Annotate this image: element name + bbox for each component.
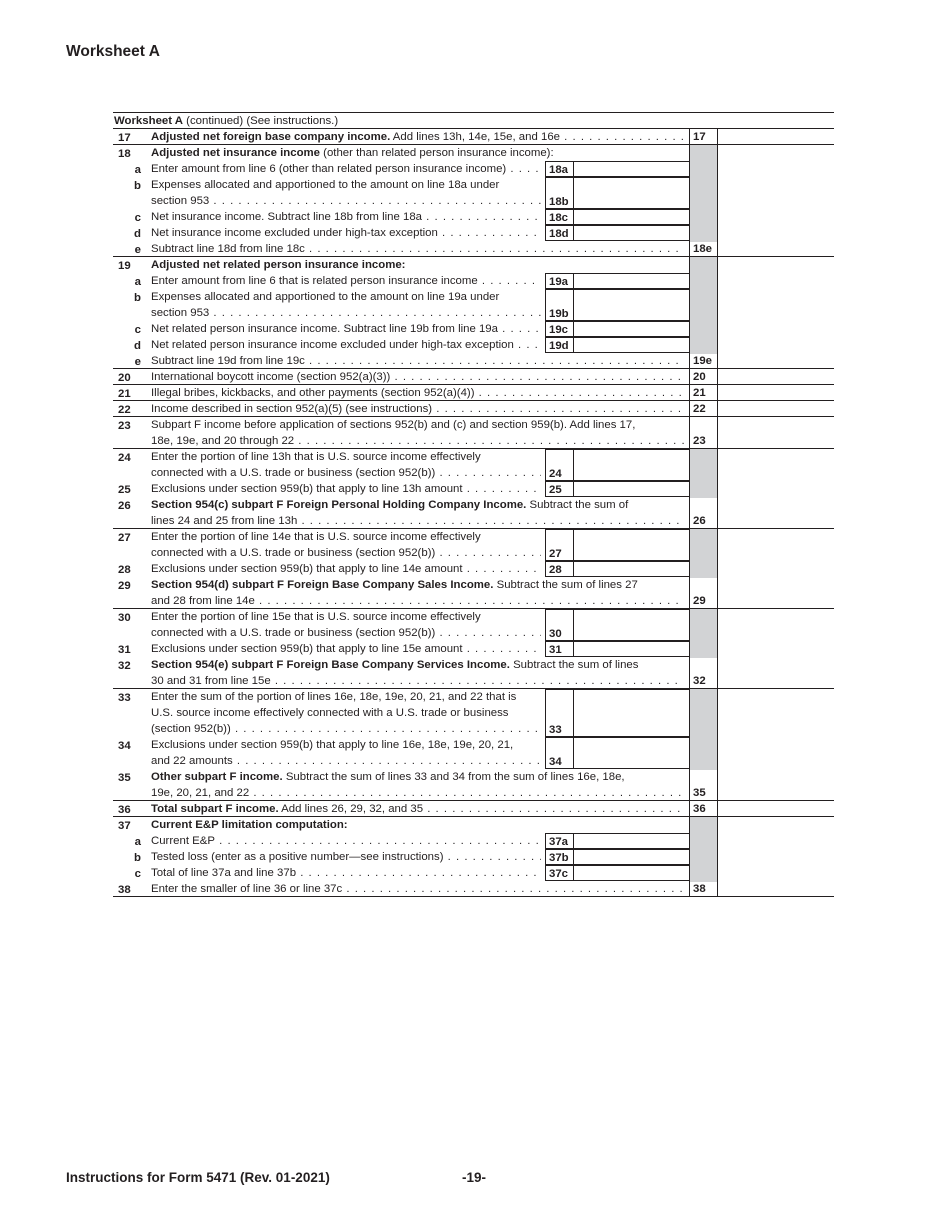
line-18 bbox=[113, 145, 834, 161]
line-24 bbox=[113, 449, 834, 481]
line-letter: d bbox=[134, 340, 141, 352]
line-label: Subtract line 18d from line 18c bbox=[151, 243, 305, 255]
line-letter: c bbox=[134, 212, 141, 224]
shaded-column bbox=[689, 177, 718, 210]
line-amount-field[interactable] bbox=[718, 129, 834, 145]
line-box-label: 18e bbox=[689, 241, 718, 257]
line-36 bbox=[113, 801, 834, 817]
line-label: Current E&P bbox=[151, 835, 215, 847]
line-26 bbox=[113, 497, 834, 529]
line-amount-field[interactable] bbox=[574, 161, 689, 177]
line-amount-field[interactable] bbox=[718, 577, 834, 609]
line-19 bbox=[113, 257, 834, 273]
line-box-label: 31 bbox=[545, 641, 574, 657]
line-27 bbox=[113, 529, 834, 561]
line-number: 27 bbox=[118, 532, 131, 544]
line-letter: b bbox=[134, 292, 141, 304]
line-number: 30 bbox=[118, 612, 131, 624]
line-label-2: connected with a U.S. trade or business (section 952(b)) bbox=[151, 466, 436, 479]
line-label: Add lines 26, 29, 32, and 35 bbox=[278, 803, 424, 815]
line-amount-field[interactable] bbox=[718, 497, 834, 529]
line-label-1: Enter the portion of line 13h that is U.S. source income effectively bbox=[151, 451, 481, 463]
line-box-label: 24 bbox=[545, 449, 574, 481]
line-label-1: Subpart F income before application of sections 952(b) and (c) and section 959(b). Add lines 17, bbox=[151, 419, 636, 431]
line-label-2: section 953 bbox=[151, 306, 210, 319]
line-number: 24 bbox=[118, 452, 131, 464]
line-amount-field[interactable] bbox=[574, 849, 689, 865]
line-30 bbox=[113, 609, 834, 641]
line-amount-field[interactable] bbox=[574, 689, 689, 737]
line-label-1: Enter the portion of line 15e that is U.S. source income effectively bbox=[151, 611, 481, 623]
line-number: 33 bbox=[118, 692, 131, 704]
line-amount-field[interactable] bbox=[574, 273, 689, 289]
line-label-bold: Adjusted net insurance income bbox=[151, 147, 320, 159]
line-letter: b bbox=[134, 852, 141, 864]
line-letter: e bbox=[134, 244, 141, 256]
line-box-label: 32 bbox=[689, 657, 718, 689]
line-label-1: Exclusions under section 959(b) that apply to line 16e, 18e, 19e, 20, 21, bbox=[151, 739, 514, 751]
line-label: Exclusions under section 959(b) that apply to line 14e amount bbox=[151, 563, 463, 575]
shaded-column bbox=[689, 145, 718, 162]
line-box-label: 20 bbox=[689, 369, 718, 385]
line-label-2: and 28 from line 14e bbox=[151, 594, 255, 607]
line-label: Subtract line 19d from line 19c bbox=[151, 355, 305, 367]
line-label-bold: Adjusted net foreign base company income. bbox=[151, 131, 391, 143]
line-label-2: U.S. source income effectively connected with a U.S. trade or business bbox=[151, 706, 509, 719]
line-box-label: 19e bbox=[689, 353, 718, 369]
line-19b bbox=[113, 289, 834, 321]
line-box-label: 29 bbox=[689, 577, 718, 609]
line-37b bbox=[113, 849, 834, 865]
shaded-column bbox=[689, 449, 718, 482]
line-label-3: (section 952(b)) bbox=[151, 722, 231, 735]
line-box-label: 25 bbox=[545, 481, 574, 497]
line-amount-field[interactable] bbox=[718, 385, 834, 401]
line-number: 35 bbox=[118, 772, 131, 784]
line-amount-field[interactable] bbox=[574, 865, 689, 881]
line-37 bbox=[113, 817, 834, 833]
line-19d bbox=[113, 337, 834, 353]
line-34 bbox=[113, 737, 834, 769]
line-33 bbox=[113, 689, 834, 737]
line-label: Net insurance income excluded under high-tax exception bbox=[151, 227, 438, 239]
line-31 bbox=[113, 641, 834, 657]
line-amount-field[interactable] bbox=[574, 481, 689, 497]
line-number: 32 bbox=[118, 660, 131, 672]
line-label-2: connected with a U.S. trade or business (section 952(b)) bbox=[151, 626, 436, 639]
line-label-1: Subtract the sum of lines bbox=[509, 659, 639, 671]
line-box-label: 38 bbox=[689, 881, 718, 897]
line-label-2: 30 and 31 from line 15e bbox=[151, 674, 271, 687]
line-label-bold: Total subpart F income. bbox=[151, 803, 279, 815]
line-number: 22 bbox=[118, 404, 131, 416]
line-label-2: 19e, 20, 21, and 22 bbox=[151, 786, 250, 799]
line-box-label: 19c bbox=[545, 321, 574, 337]
line-label: Tested loss (enter as a positive number—see instructions) bbox=[151, 851, 444, 863]
line-box-label: 33 bbox=[545, 689, 574, 737]
line-label-bold: Section 954(d) subpart F Foreign Base Company Sales Income. bbox=[151, 579, 494, 591]
line-label: Add lines 13h, 14e, 15e, and 16e bbox=[390, 131, 560, 143]
line-box-label: 19a bbox=[545, 273, 574, 289]
line-amount-field[interactable] bbox=[574, 337, 689, 353]
line-29 bbox=[113, 577, 834, 609]
line-17 bbox=[113, 129, 834, 145]
line-22 bbox=[113, 401, 834, 417]
line-28 bbox=[113, 561, 834, 577]
line-amount-field[interactable] bbox=[718, 657, 834, 689]
shaded-column bbox=[689, 321, 718, 338]
line-19a bbox=[113, 273, 834, 289]
line-number: 38 bbox=[118, 884, 131, 896]
line-label-bold: Current E&P limitation computation: bbox=[151, 819, 348, 831]
line-letter: a bbox=[134, 836, 141, 848]
line-label-1: Subtract the sum of bbox=[526, 499, 629, 511]
line-box-label: 37b bbox=[545, 849, 574, 865]
line-number: 23 bbox=[118, 420, 131, 432]
line-amount-field[interactable] bbox=[574, 321, 689, 337]
line-label-bold: Section 954(e) subpart F Foreign Base Company Services Income. bbox=[151, 659, 510, 671]
line-label: Exclusions under section 959(b) that apply to line 13h amount bbox=[151, 483, 463, 495]
line-label-bold: Section 954(c) subpart F Foreign Personal Holding Company Income. bbox=[151, 499, 527, 511]
line-label: Net insurance income. Subtract line 18b from line 18a bbox=[151, 211, 422, 223]
shaded-column bbox=[689, 641, 718, 658]
line-label-2: lines 24 and 25 from line 13h bbox=[151, 514, 298, 527]
line-label-1: Enter the sum of the portion of lines 16e, 18e, 19e, 20, 21, and 22 that is bbox=[151, 691, 517, 703]
line-amount-field[interactable] bbox=[574, 177, 689, 209]
line-18b bbox=[113, 177, 834, 209]
line-amount-field[interactable] bbox=[718, 881, 834, 897]
line-label: Enter amount from line 6 that is related person insurance income bbox=[151, 275, 478, 287]
line-number: 17 bbox=[118, 132, 131, 144]
line-amount-field[interactable] bbox=[718, 401, 834, 417]
line-box-label: 27 bbox=[545, 529, 574, 561]
line-box-label: 26 bbox=[689, 497, 718, 529]
shaded-column bbox=[689, 849, 718, 866]
shaded-column bbox=[689, 833, 718, 850]
line-19e bbox=[113, 353, 834, 369]
line-21 bbox=[113, 385, 834, 401]
line-label: International boycott income (section 952(a)(3)) bbox=[151, 371, 391, 383]
line-amount-field[interactable] bbox=[574, 833, 689, 849]
line-box-label: 37c bbox=[545, 865, 574, 881]
line-number: 36 bbox=[118, 804, 131, 816]
line-box-label: 30 bbox=[545, 609, 574, 641]
line-label: Enter amount from line 6 (other than related person insurance income) bbox=[151, 163, 507, 175]
line-18d bbox=[113, 225, 834, 241]
line-label-2: section 953 bbox=[151, 194, 210, 207]
line-box-label: 18b bbox=[545, 177, 574, 209]
line-letter: a bbox=[134, 164, 141, 176]
line-number: 26 bbox=[118, 500, 131, 512]
line-amount-field[interactable] bbox=[718, 369, 834, 385]
line-amount-field[interactable] bbox=[574, 529, 689, 561]
line-23 bbox=[113, 417, 834, 449]
shaded-column bbox=[689, 817, 718, 834]
line-label-2: connected with a U.S. trade or business (section 952(b)) bbox=[151, 546, 436, 559]
line-letter: d bbox=[134, 228, 141, 240]
line-label-1: Expenses allocated and apportioned to the amount on line 18a under bbox=[151, 179, 500, 191]
line-37c bbox=[113, 865, 834, 881]
line-box-label: 35 bbox=[689, 769, 718, 801]
line-amount-field[interactable] bbox=[574, 449, 689, 481]
line-label-2: and 22 amounts bbox=[151, 754, 233, 767]
shaded-column bbox=[689, 337, 718, 354]
line-label-2: 18e, 19e, and 20 through 22 bbox=[151, 434, 295, 447]
line-18a bbox=[113, 161, 834, 177]
shaded-column bbox=[689, 865, 718, 882]
line-box-label: 22 bbox=[689, 401, 718, 417]
line-label: Total of line 37a and line 37b bbox=[151, 867, 297, 879]
line-amount-field[interactable] bbox=[574, 209, 689, 225]
line-label-1: Enter the portion of line 14e that is U.S. source income effectively bbox=[151, 531, 481, 543]
shaded-column bbox=[689, 481, 718, 498]
line-amount-field[interactable] bbox=[718, 417, 834, 449]
worksheet-a-continued bbox=[113, 112, 834, 909]
line-number: 25 bbox=[118, 484, 131, 496]
line-letter: e bbox=[134, 356, 141, 368]
line-label-1: Subtract the sum of lines 27 bbox=[493, 579, 638, 591]
line-label: Net related person insurance income excluded under high-tax exception bbox=[151, 339, 514, 351]
line-box-label: 18d bbox=[545, 225, 574, 241]
line-label-1: Subtract the sum of lines 33 and 34 from the sum of lines 16e, 18e, bbox=[282, 771, 625, 783]
footer-form-name: Instructions for Form 5471 (Rev. 01-2021) bbox=[66, 1170, 330, 1185]
line-number: 34 bbox=[118, 740, 131, 752]
line-label-bold: Adjusted net related person insurance income: bbox=[151, 259, 406, 271]
shaded-column bbox=[689, 561, 718, 578]
line-amount-field[interactable] bbox=[718, 353, 834, 369]
line-box-label: 23 bbox=[689, 417, 718, 449]
line-box-label: 34 bbox=[545, 737, 574, 769]
line-32 bbox=[113, 657, 834, 689]
line-37a bbox=[113, 833, 834, 849]
page-header-title: Worksheet A bbox=[66, 43, 160, 60]
line-19c bbox=[113, 321, 834, 337]
line-number: 21 bbox=[118, 388, 131, 400]
line-number: 18 bbox=[118, 148, 131, 160]
line-label: Income described in section 952(a)(5) (see instructions) bbox=[151, 403, 433, 415]
line-letter: c bbox=[134, 868, 141, 880]
line-box-label: 18a bbox=[545, 161, 574, 177]
line-box-label: 21 bbox=[689, 385, 718, 401]
worksheet-title bbox=[113, 112, 834, 129]
line-number: 19 bbox=[118, 260, 131, 272]
line-38 bbox=[113, 881, 834, 897]
line-amount-field[interactable] bbox=[574, 609, 689, 641]
line-label-bold: Other subpart F income. bbox=[151, 771, 283, 783]
line-amount-field[interactable] bbox=[574, 737, 689, 769]
line-amount-field[interactable] bbox=[718, 769, 834, 801]
line-number: 37 bbox=[118, 820, 131, 832]
footer-page-number: -19- bbox=[462, 1170, 487, 1185]
line-18e bbox=[113, 241, 834, 257]
line-letter: c bbox=[134, 324, 141, 336]
shaded-column bbox=[689, 209, 718, 226]
line-box-label: 18c bbox=[545, 209, 574, 225]
line-label: (other than related person insurance income): bbox=[320, 147, 554, 159]
line-label-1: Expenses allocated and apportioned to the amount on line 19a under bbox=[151, 291, 500, 303]
line-amount-field[interactable] bbox=[718, 241, 834, 257]
line-number: 20 bbox=[118, 372, 131, 384]
line-label: Exclusions under section 959(b) that apply to line 15e amount bbox=[151, 643, 463, 655]
line-box-label: 28 bbox=[545, 561, 574, 577]
line-amount-field[interactable] bbox=[574, 289, 689, 321]
shaded-column bbox=[689, 161, 718, 178]
line-18c bbox=[113, 209, 834, 225]
line-box-label: 36 bbox=[689, 801, 718, 817]
shaded-column bbox=[689, 529, 718, 562]
line-number: 29 bbox=[118, 580, 131, 592]
worksheet-title-bold: Worksheet A bbox=[114, 115, 183, 127]
line-box-label: 19d bbox=[545, 337, 574, 353]
line-label: Net related person insurance income. Subtract line 19b from line 19a bbox=[151, 323, 498, 335]
line-amount-field[interactable] bbox=[574, 225, 689, 241]
line-amount-field[interactable] bbox=[574, 641, 689, 657]
line-number: 31 bbox=[118, 644, 131, 656]
line-box-label: 37a bbox=[545, 833, 574, 849]
shaded-column bbox=[689, 737, 718, 770]
line-35 bbox=[113, 769, 834, 801]
shaded-column bbox=[689, 689, 718, 738]
line-label: Illegal bribes, kickbacks, and other payments (section 952(a)(4)) bbox=[151, 387, 475, 399]
shaded-column bbox=[689, 257, 718, 274]
line-label: Enter the smaller of line 36 or line 37c bbox=[151, 883, 343, 895]
line-25 bbox=[113, 481, 834, 497]
line-box-label: 17 bbox=[689, 129, 718, 145]
line-number: 28 bbox=[118, 564, 131, 576]
line-letter: b bbox=[134, 180, 141, 192]
line-amount-field[interactable] bbox=[718, 801, 834, 817]
shaded-column bbox=[689, 289, 718, 322]
worksheet-title-rest: (continued) (See instructions.) bbox=[183, 115, 339, 127]
shaded-column bbox=[689, 225, 718, 242]
line-letter: a bbox=[134, 276, 141, 288]
shaded-column bbox=[689, 609, 718, 642]
shaded-column bbox=[689, 273, 718, 290]
line-amount-field[interactable] bbox=[574, 561, 689, 577]
line-box-label: 19b bbox=[545, 289, 574, 321]
line-20 bbox=[113, 369, 834, 385]
